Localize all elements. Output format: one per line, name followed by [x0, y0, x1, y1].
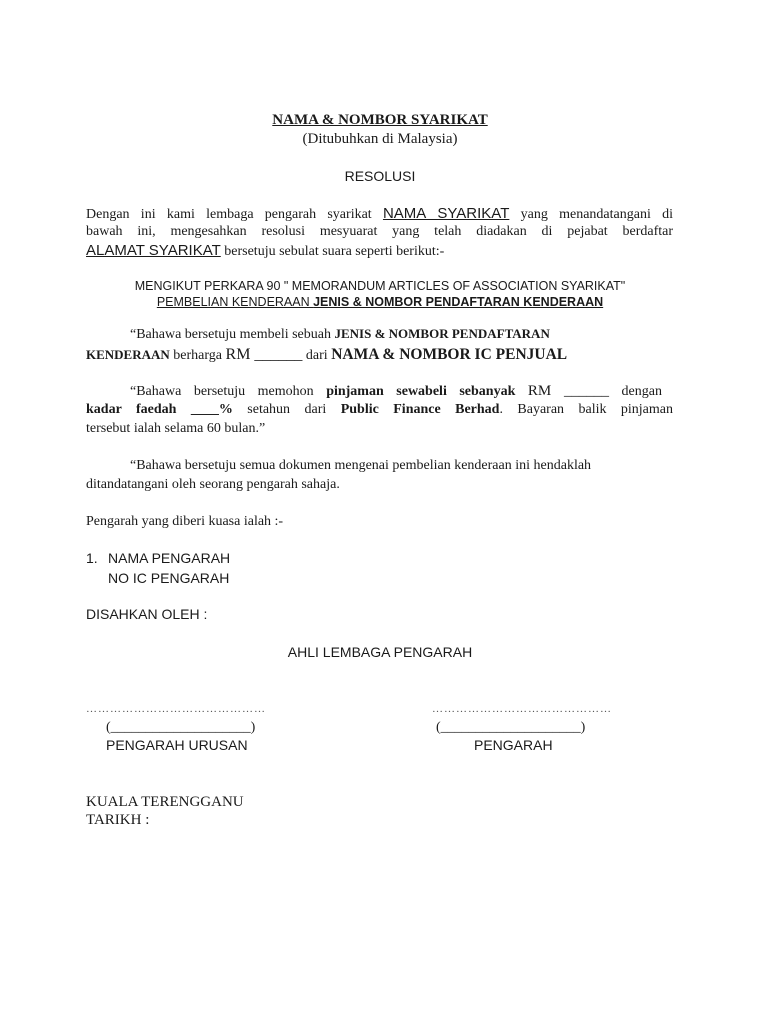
resolution-3-line-2: ditandatangani oleh seorang pengarah sahaja.: [86, 477, 340, 492]
company-name-placeholder: NAMA SYARIKAT: [382, 205, 510, 222]
intro-text-c: bersetuju sebulat suara seperti berikut:-: [220, 244, 445, 259]
managing-director-title: PENGARAH URUSAN: [106, 737, 248, 753]
director-ic-placeholder: NO IC PENGARAH: [108, 570, 230, 586]
board-of-directors-label: AHLI LEMBAGA PENGARAH: [287, 644, 473, 660]
from-label: dari: [302, 348, 332, 363]
hire-purchase-label: pinjaman sewabeli sebanyak: [326, 384, 528, 399]
authorized-director-label: Pengarah yang diberi kuasa ialah :-: [86, 514, 284, 529]
company-heading: NAMA & NOMBOR SYARIKAT: [272, 112, 488, 128]
vehicle-type-placeholder: JENIS & NOMBOR PENDAFTARAN KENDERAAN: [313, 295, 604, 309]
vehicle-purchase-heading: [0, 295, 760, 309]
company-address-placeholder: ALAMAT SYARIKAT: [86, 242, 221, 259]
resolution-1-text: “Bahawa bersetuju membeli sebuah: [130, 327, 335, 342]
signature-line-right: ………………………………………: [432, 703, 612, 715]
price-label: berharga: [169, 348, 226, 363]
lender-name: Public Finance Berhad: [340, 402, 500, 417]
intro-line-1: [86, 205, 673, 223]
vehicle-registration-placeholder: JENIS & NOMBOR PENDAFTARAN: [334, 326, 550, 341]
resolution-2-line-3: tersebut ialah selama 60 bulan.”: [86, 421, 266, 436]
director-number: 1.: [86, 550, 98, 566]
price-blank: RM ______: [225, 346, 303, 363]
document-title: RESOLUSI: [344, 168, 416, 184]
resolution-3-line-1: “Bahawa bersetuju semua dokumen mengenai pembelian kenderaan ini hendaklah: [130, 458, 592, 473]
resolution-2-line-2: [86, 402, 673, 418]
seller-placeholder: NAMA & NOMBOR IC PENJUAL: [331, 346, 568, 363]
director-title: PENGARAH: [474, 737, 553, 753]
intro-text-b: yang menandatangani di: [509, 207, 673, 222]
resolution-1-line-1: [130, 326, 550, 343]
name-blank-right: (____________________): [436, 720, 586, 735]
resolution-1-line-2: [86, 346, 567, 364]
vehicle-label: KENDERAAN: [86, 347, 170, 362]
verified-by-label: DISAHKAN OLEH :: [86, 606, 208, 622]
interest-rate-blank: kadar faedah ____%: [86, 402, 233, 417]
resolution-2-line-1: [130, 383, 662, 400]
resolution-2-text: “Bahawa bersetuju memohon: [130, 384, 327, 399]
per-year-label: setahun dari: [232, 402, 341, 417]
article-reference: MENGIKUT PERKARA 90 " MEMORANDUM ARTICLES OF ASSOCIATION SYARIKAT": [134, 279, 626, 293]
signature-line-left: ………………………………………: [86, 703, 266, 715]
incorporation-note: (Ditubuhkan di Malaysia): [302, 131, 458, 147]
loan-amount-blank: RM ______: [527, 383, 610, 399]
intro-text-a: Dengan ini kami lembaga pengarah syarikat: [86, 207, 383, 222]
date-label: TARIKH :: [86, 812, 150, 828]
vehicle-purchase-label: PEMBELIAN KENDERAAN: [156, 295, 314, 309]
intro-line-3: [86, 242, 444, 260]
repayment-label: . Bayaran balik pinjaman: [499, 402, 674, 417]
director-name-placeholder: NAMA PENGARAH: [108, 550, 231, 566]
intro-line-2: bawah ini, mengesahkan resolusi mesyuarat yang telah diadakan di pejabat berdaftar: [86, 224, 673, 239]
with-label: dengan: [609, 384, 662, 399]
location: KUALA TERENGGANU: [86, 794, 244, 810]
name-blank-left: (____________________): [106, 720, 256, 735]
